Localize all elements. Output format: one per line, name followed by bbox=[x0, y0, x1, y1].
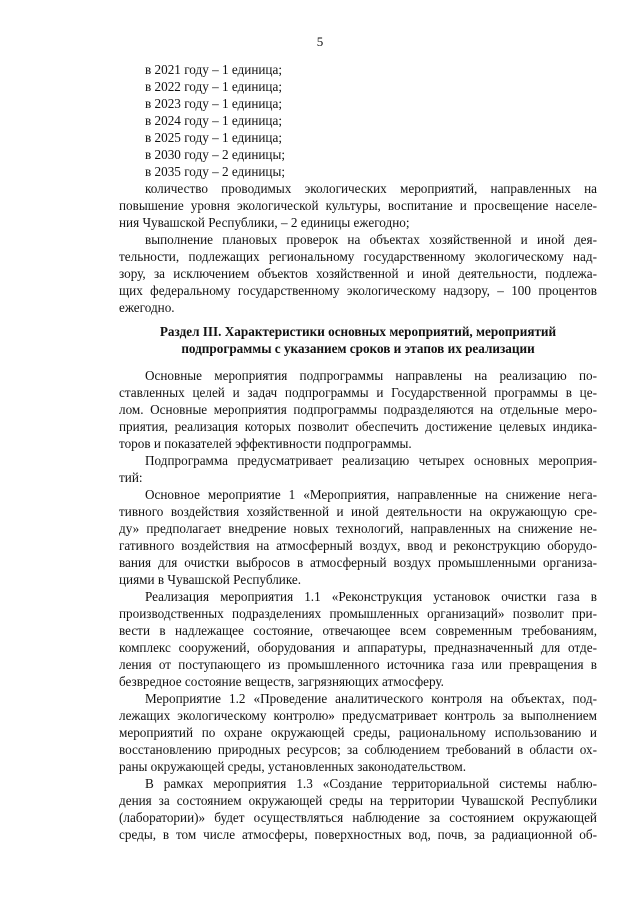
text-line: зору, за исключением объектов хозяйственной и иной деятельности, подлежа- bbox=[119, 266, 597, 281]
text-line: вести в надлежащее состояние, отвечающее всем современным требованиям, bbox=[119, 623, 597, 638]
text-line: щих федеральному государственному экологическому надзору, – 100 процентов bbox=[119, 283, 597, 298]
text-line: в 2023 году – 1 единица; bbox=[145, 96, 283, 111]
section-heading-line: подпрограммы с указанием сроков и этапов их реализации bbox=[181, 341, 535, 356]
text-line: в 2022 году – 1 единица; bbox=[145, 79, 283, 94]
text-line: лежащих экологическому контролю» предусматривает контроль за выполнением bbox=[119, 708, 597, 723]
text-line: раны окружающей среды, установленных законодательством. bbox=[119, 759, 467, 774]
text-line: ставленных целей и задач подпрограммы и Государственной программы в це- bbox=[119, 385, 597, 400]
text-line: выполнение плановых проверок на объектах хозяйственной и иной дея- bbox=[145, 232, 597, 247]
text-line: восстановлению природных ресурсов; за соблюдением требований в области ох- bbox=[119, 742, 597, 757]
text-line: Мероприятие 1.2 «Проведение аналитического контроля на объектах, под- bbox=[145, 691, 597, 706]
text-line: Основное мероприятие 1 «Мероприятия, направленные на снижение нега- bbox=[145, 487, 597, 502]
text-line: мероприятий по охране окружающей среды, рациональному использованию и bbox=[119, 725, 597, 740]
text-line: В рамках мероприятия 1.3 «Создание территориальной системы наблю- bbox=[145, 776, 597, 791]
text-line: дения за состоянием окружающей среды на территории Чувашской Республики bbox=[119, 793, 597, 808]
text-line: циями в Чувашской Республике. bbox=[119, 572, 302, 587]
text-line: безвредное состояние веществ, загрязняющих атмосферу. bbox=[119, 674, 444, 689]
page-number: 5 bbox=[316, 34, 324, 49]
text-line: гативного воздействия на атмосферный воздух, ввод и реконструкцию оборудо- bbox=[119, 538, 597, 553]
text-line: комплекс сооружений, оборудования и аппаратуры, предназначенный для отде- bbox=[119, 640, 597, 655]
text-line: повышение уровня экологической культуры, воспитание и просвещение населе- bbox=[119, 198, 597, 213]
text-line: Подпрограмма предусматривает реализацию четырех основных мероприя- bbox=[145, 453, 597, 468]
text-line: ду» предполагает внедрение новых технологий, направленных на снижение не- bbox=[119, 521, 597, 536]
text-line: тельности, подлежащих региональному государственному экологическому над- bbox=[119, 249, 597, 264]
text-line: (лаборатории)» будет осуществляться наблюдение за состоянием окружающей bbox=[119, 810, 597, 825]
text-line: в 2030 году – 2 единицы; bbox=[145, 147, 286, 162]
text-line: Реализация мероприятия 1.1 «Реконструкция установок очистки газа в bbox=[145, 589, 597, 604]
text-line: ежегодно. bbox=[119, 300, 175, 315]
text-line: Основные мероприятия подпрограммы направлены на реализацию по- bbox=[145, 368, 597, 383]
text-line: в 2035 году – 2 единицы; bbox=[145, 164, 286, 179]
text-line: торов и показателей эффективности подпрограммы. bbox=[119, 436, 412, 451]
text-line: тивного воздействия хозяйственной и иной деятельности на окружающую сре- bbox=[119, 504, 597, 519]
text-line: в 2021 году – 1 единица; bbox=[145, 62, 283, 77]
text-line: количество проводимых экологических мероприятий, направленных на bbox=[145, 181, 597, 196]
text-line: ления от поступающего из промышленного источника газа или превращения в bbox=[119, 657, 597, 672]
text-line: ния Чувашской Республики, – 2 единицы ежегодно; bbox=[119, 215, 410, 230]
text-line: лом. Основные мероприятия подпрограммы подразделяются на отдельные меро- bbox=[119, 402, 597, 417]
text-line: в 2024 году – 1 единица; bbox=[145, 113, 283, 128]
text-line: тий: bbox=[119, 470, 143, 485]
section-heading-line: Раздел III. Характеристики основных мероприятий, мероприятий bbox=[159, 324, 557, 339]
text-line: в 2025 году – 1 единица; bbox=[145, 130, 283, 145]
text-line: среды, в том числе атмосферы, поверхностных вод, почв, за радиационной об- bbox=[119, 827, 597, 842]
text-line: вания для очистки выбросов в атмосферный воздух промышленными организа- bbox=[119, 555, 597, 570]
text-line: приятия, реализация которых позволит обеспечить достижение целевых индика- bbox=[119, 419, 597, 434]
text-line: производственных подразделениях промышленных организаций» позволит при- bbox=[119, 606, 597, 621]
